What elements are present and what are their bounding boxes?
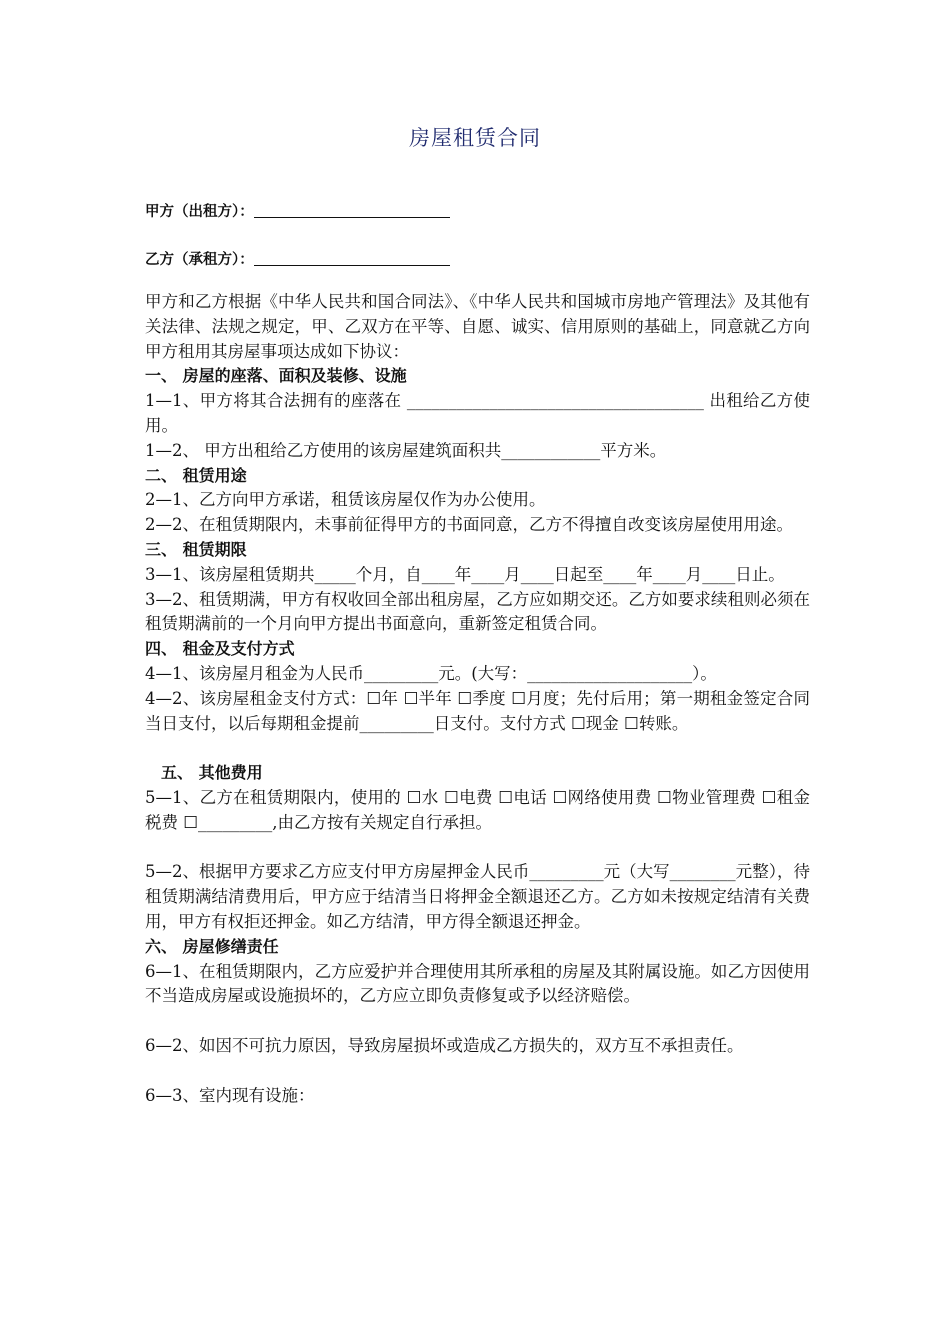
clause-6-2: 6—2、如因不可抗力原因，导致房屋损坏或造成乙方损失的，双方互不承担责任。 — [145, 1035, 744, 1055]
clause-4-2: 4—2、该房屋租金支付方式：☐年 ☐半年 ☐季度 ☐月度；先付后用；第一期租金签定合同当日支付，以后每期租金提前_________日支付。支付方式 ☐现金 ☐转账。 — [145, 688, 810, 733]
section-heading-3: 三、 租赁期限 — [145, 539, 247, 559]
spacer — [145, 836, 810, 861]
clause-2-2: 2—2、在租赁期限内，未事前征得甲方的书面同意，乙方不得擅自改变该房屋使用用途。 — [145, 515, 793, 535]
section-heading-6: 六、 房屋修缮责任 — [145, 936, 279, 956]
clause-3-2: 3—2、租赁期满，甲方有权收回全部出租房屋，乙方应如期交还。乙方如要求续租则必须在租赁期满前的一个月向甲方提出书面意向，重新签定租赁合同。 — [145, 589, 810, 634]
spacer — [145, 736, 810, 761]
spacer — [145, 1059, 810, 1084]
section-heading-4: 四、 租金及支付方式 — [145, 639, 295, 659]
section-heading-5: 五、 其他费用 — [161, 763, 263, 783]
clause-2-1: 2—1、乙方向甲方承诺，租赁该房屋仅作为办公使用。 — [145, 490, 546, 510]
party-a-label: 甲方（出租方）： — [145, 204, 254, 220]
section-heading-2: 二、 租赁用途 — [145, 465, 247, 485]
section-heading-1: 一、 房屋的座落、面积及装修、设施 — [145, 366, 407, 386]
clause-6-1: 6—1、在租赁期限内，乙方应爱护并合理使用其所承租的房屋及其附属设施。如乙方因使用不当造成房屋或设施损坏的，乙方应立即负责修复或予以经济赔偿。 — [145, 961, 810, 1006]
party-b-blank — [254, 251, 450, 266]
clause-1-1: 1—1、甲方将其合法拥有的座落在 ____________________________________ 出租给乙方使用。 — [145, 391, 810, 435]
party-b-line — [145, 248, 450, 269]
clause-6-3: 6—3、室内现有设施： — [145, 1085, 315, 1105]
contract-body — [145, 290, 810, 1108]
clause-5-2: 5—2、根据甲方要求乙方应支付甲方房屋押金人民币_________元（大写________元整），待租赁期满结清费用后，甲方应于结清当日将押金全额退还乙方。乙方如未按规定结清有关费用，甲方有权拒还押金。如乙方结清，甲方得全额退还押金。 — [145, 862, 810, 931]
party-a-blank — [254, 203, 450, 218]
party-a-line — [145, 200, 450, 221]
preamble: 甲方和乙方根据《中华人民共和国合同法》、《中华人民共和国城市房地产管理法》及其他有关法律、法规之规定，甲、乙双方在平等、自愿、诚实、信用原则的基础上，同意就乙方向甲方租用其房屋事项达成如下协议： — [145, 292, 810, 361]
spacer — [145, 1009, 810, 1034]
document-title: 房屋租赁合同 — [409, 126, 541, 150]
clause-4-1: 4—1、该房屋月租金为人民币_________元。(大写：____________________）。 — [145, 663, 717, 683]
party-b-label: 乙方（承租方）： — [145, 252, 254, 268]
clause-3-1: 3—1、该房屋租赁期共_____个月，自____年____月____日起至____年____月____日止。 — [145, 564, 785, 584]
clause-1-2: 1—2、 甲方出租给乙方使用的该房屋建筑面积共____________平方米。 — [145, 440, 667, 460]
clause-5-1: 5—1、乙方在租赁期限内，使用的 ☐水 ☐电费 ☐电话 ☐网络使用费 ☐物业管理费 ☐租金税费 ☐_________,由乙方按有关规定自行承担。 — [145, 787, 810, 832]
